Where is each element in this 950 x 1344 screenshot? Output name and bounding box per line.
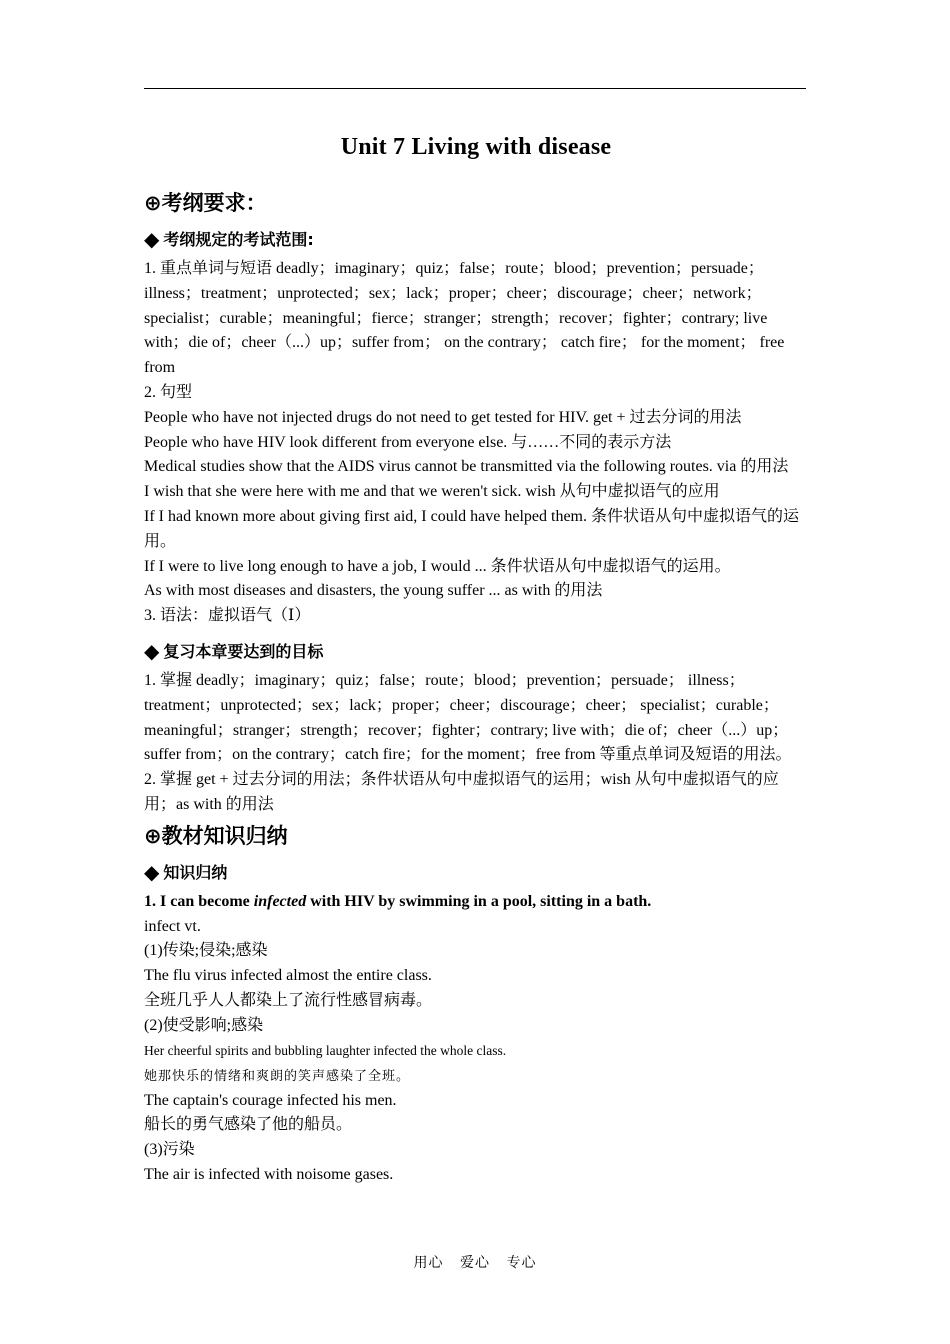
example-zh: 船长的勇气感染了他的船员。 [144, 1116, 353, 1134]
goal-item: 1. 掌握 deadly；imaginary；quiz；false；route；blood；prevention；persuade； illness；treatment；unprotected；sex；lack；proper；cheer；discourage；cheer； specialist；curable；meaningful；stranger；strength；recover；fighter；contrary; live with；die of；cheer（...）up；suffer from；on the contrary；catch fire；for the moment；free from 等重点单词及短语的用法。 [144, 671, 792, 764]
sentence-pattern: I wish that she were here with me and that we weren't sick. wish 从句中虚拟语气的应用 [144, 483, 720, 501]
diamond-bullet-icon: ◆ [144, 227, 160, 251]
example-zh: 全班几乎人人都染上了流行性感冒病毒。 [144, 991, 433, 1009]
subheading-knowledge: ◆ 知识归纳 [144, 859, 228, 884]
sentence-pattern: People who have HIV look different from everyone else. 与……不同的表示方法 [144, 433, 672, 451]
example-zh: 她那快乐的情绪和爽朗的笑声感染了全班。 [144, 1067, 411, 1083]
example-en: The flu virus infected almost the entire class. [144, 967, 432, 985]
goal-item: 2. 掌握 get + 过去分词的用法；条件状语从句中虚拟语气的运用；wish 从句中虚拟语气的应用；as with 的用法 [144, 771, 779, 813]
sentence-pattern: If I were to live long enough to have a job, I would ... 条件状语从句中虚拟语气的运用。 [144, 557, 731, 575]
meaning-1: (1)传染;侵染;感染 [144, 942, 268, 960]
diamond-bullet-icon: ◆ [144, 638, 160, 663]
grammar-item: 3. 语法：虚拟语气（Ⅰ） [144, 607, 311, 625]
sentence-pattern: As with most diseases and disasters, the young suffer ... as with 的用法 [144, 582, 603, 600]
section-heading-exam-requirements: ⊕考纲要求： [144, 191, 267, 215]
sentence-pattern: Medical studies show that the AIDS virus cannot be transmitted via the following routes. via 的用法 [144, 458, 789, 476]
subheading-review-goals: ◆ 复习本章要达到的目标 [144, 638, 324, 663]
page-title: Unit 7 Living with disease [340, 134, 612, 160]
page-footer: 用心 爱心 专心 [413, 1256, 537, 1271]
vocab-list: 1. 重点单词与短语 deadly；imaginary；quiz；false；route；blood；prevention；persuade；illness；treatment；unprotected；sex；lack；proper；cheer；discourage；cheer；network；specialist；curable；meaningful；fierce；stranger；strength；recover；fighter；contrary; live with；die of；cheer（...）up；suffer from； on the contrary； catch fire； for the moment； free from [144, 260, 785, 377]
sentence-pattern: If I had known more about giving first aid, I could have helped them. 条件状语从句中虚拟语气的运用。 [144, 507, 799, 550]
meaning-2: (2)使受影响;感染 [144, 1016, 264, 1034]
document-body [144, 100, 808, 1188]
sentence-patterns-label: 2. 句型 [144, 383, 193, 401]
example-en: The air is infected with noisome gases. [144, 1165, 394, 1183]
diamond-bullet-icon: ◆ [144, 859, 160, 884]
example-en: The captain's courage infected his men. [144, 1091, 397, 1109]
subheading-exam-scope: ◆ 考纲规定的考试范围: [144, 227, 314, 251]
sentence-pattern: People who have not injected drugs do not need to get tested for HIV. get + 过去分词的用法 [144, 408, 742, 426]
meaning-3: (3)污染 [144, 1141, 195, 1159]
section-heading-knowledge-summary: ⊕教材知识归纳 [144, 823, 288, 848]
example-en: Her cheerful spirits and bubbling laughter infected the whole class. [144, 1042, 507, 1058]
header-rule [144, 88, 806, 89]
key-sentence: 1. I can become infected with HIV by swimming in a pool, sitting in a bath. [144, 892, 652, 910]
word-entry: infect vt. [144, 917, 201, 935]
